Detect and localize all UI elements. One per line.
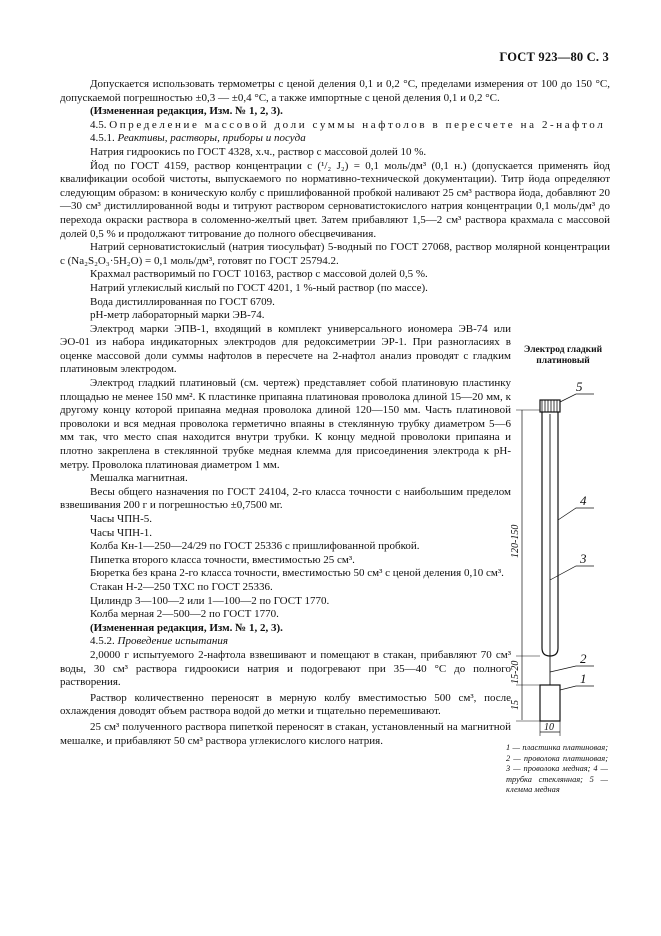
list-item: Стакан Н-2—250 ТХС по ГОСТ 25336. [90, 580, 273, 593]
section-title: Реактивы, растворы, приборы и посуда [117, 132, 306, 145]
part-label: 3 [580, 551, 587, 566]
change-note: (Измененная редакция, Изм. № 1, 2, 3). [90, 621, 283, 634]
narrow-column [60, 323, 511, 748]
list-item: Йод по ГОСТ 4159, раствор концентрации с (¹/₂ J₂) = 0,1 моль/дм³ (0,1 н.) (допускается применять йод квалификации особой чистоты, выпускаемого по нормативно-технической документации). Титр йода определяют следующим образом: в коническую колбу с пришлифованной пробкой наливают 25 см³ раствора йода, добавляют 20—30 см³ дистиллированной воды и титруют раствором серноватистокислого натрия концентрации 0,1 моль/дм³ до перехода окраски раствора в соломенно-желтый цвет. Затем прибавляют 1,5—2 см³ раствора крахмала с массовой долей 0,5 % и продолжают титрование до полного обесцвечивания. [60, 159, 610, 240]
section-4-5-1-heading [60, 132, 610, 146]
dimension-label: 15-20 [510, 660, 521, 684]
list-item: Электрод марки ЭПВ-1, входящий в комплект универсального иономера ЭВ-74 или ЭО-01 из набора индикаторных электродов для редоксиметрии ЭР-1. При разногласиях в оценке массовой доли суммы нафтолов в пересчете на 2-нафтол анализ проводят с гладким платиновым электродом. [60, 322, 511, 376]
change-note: (Измененная редакция, Изм. № 1, 2, 3). [90, 105, 283, 118]
paragraph: Допускается использовать термометры с ценой деления 0,1 и 0,2 °С, пределами измерения от 100 до 150 °С, допускаемой погрешностью ±0,3 — ±0,4 °С, а также импортные с ценой деления 0,1 и 0,2 °С. [60, 78, 610, 104]
dimension-label: 120-150 [510, 524, 521, 558]
list-item: Раствор количественно переносят в мерную колбу вместимостью 500 см³, после охлаждения доводят объем раствора водой до метки и тщательно перемешивают. [60, 691, 511, 718]
list-item: Бюретка без крана 2-го класса точности, вместимостью 50 см³ с ценой деления 0,10 см³. [90, 567, 504, 580]
list-item: Натрий углекислый кислый по ГОСТ 4201, 1 %-ный раствор (по массе). [90, 281, 428, 294]
section-number: 4.5. [90, 118, 107, 131]
leader-4 [558, 508, 594, 520]
part-label: 4 [580, 493, 587, 508]
section-number: 4.5.1. [90, 132, 115, 145]
list-item: Вода дистиллированная по ГОСТ 6709. [90, 295, 275, 308]
list-item: рН-метр лабораторный марки ЭВ-74. [90, 309, 265, 322]
section-title: Определение массовой доли суммы нафтолов в пересчете на 2-нафтол [109, 118, 606, 131]
electrode-drawing [502, 380, 612, 742]
list-item: Колба Кн-1—250—24/29 по ГОСТ 25336 с пришлифованной пробкой. [90, 540, 420, 553]
part-label: 1 [580, 671, 587, 686]
list-item: Натрий серноватистокислый (натрия тиосульфат) 5-водный по ГОСТ 27068, раствор молярной концентрации c (Na₂S₂O₃·5H₂O) = 0,1 моль/дм³, готовят по ГОСТ 25794.2. [60, 241, 610, 267]
section-number: 4.5.2. [90, 635, 115, 648]
leader-2 [550, 666, 594, 672]
list-item: Мешалка магнитная. [90, 472, 188, 485]
platinum-plate [540, 685, 560, 721]
list-item: Часы ЧПН-1. [90, 526, 153, 539]
figure-caption: 1 — пластинка платиновая; 2 — проволока платиновая; 3 — проволока медная; 4 — трубка стеклянная; 5 — клемма медная [506, 743, 608, 795]
section-4-5-2-heading [60, 635, 511, 649]
list-item: Пипетка второго класса точности, вместимостью 25 см³. [90, 553, 355, 566]
list-item: 2,0000 г испытуемого 2-нафтола взвешивают и помещают в стакан, прибавляют 70 см³ воды, 30 см³ раствора гидроокиси натрия и подогревают при 35—40 °С до полного растворения. [60, 648, 511, 689]
dimension-label: 15 [510, 700, 521, 710]
list-item: Колба мерная 2—500—2 по ГОСТ 1770. [90, 608, 279, 621]
list-item: Крахмал растворимый по ГОСТ 10163, раствор с массовой долей 0,5 %. [90, 268, 428, 281]
leader-3 [550, 566, 594, 580]
list-item: Часы ЧПН-5. [90, 513, 153, 525]
section-4-5-heading [60, 119, 610, 133]
part-label: 2 [580, 651, 587, 666]
part-label: 5 [576, 380, 583, 394]
section-title: Проведение испытания [117, 635, 228, 648]
leader-1 [560, 686, 594, 690]
list-item: Натрия гидроокись по ГОСТ 4328, х.ч., раствор с массовой долей 10 %. [90, 145, 427, 158]
list-item: Электрод гладкий платиновый (см. чертеж) представляет собой платиновую пластинку площадью не менее 150 мм². К пластинке припаяна платиновая проволока длиной 15—20 мм, к другому концу которой припаяна медная проволока длиной 120—150 мм. Часть платиновой проволоки и вся медная проволока герметично впаяны в стеклянную трубку диаметром 5—6 мм так, что место спая находится внутри трубки. К концу медной проволоки припаяна и плотно закреплена в стеклянной трубке медная клемма для присоединения электрода к рН-метру. Проволока платиновая диаметром 1 мм. [60, 377, 511, 471]
leader-5 [560, 394, 594, 402]
list-item: Весы общего назначения по ГОСТ 24104, 2-го класса точности с наибольшим пределом взвешивания 200 г и погрешностью ±0,7500 мг. [60, 485, 511, 512]
list-item: Цилиндр 3—100—2 или 1—100—2 по ГОСТ 1770. [90, 594, 330, 607]
figure-title: Электрод гладкий платиновый [523, 345, 603, 366]
list-item: 25 см³ полученного раствора пипеткой переносят в стакан, установленный на магнитной мешалке, и прибавляют 50 см³ раствора углекислого кислого натрия. [60, 720, 511, 747]
page-header: ГОСТ 923—80 С. 3 [499, 50, 609, 64]
dimension-label: 10 [544, 722, 554, 733]
